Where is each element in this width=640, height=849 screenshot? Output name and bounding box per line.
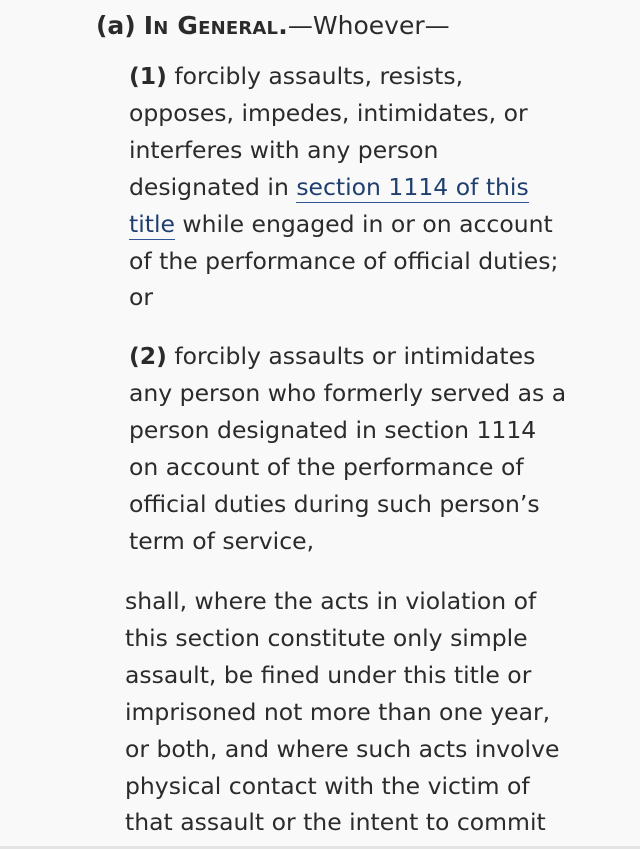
paragraph-3-line-6: physical contact with the victim of — [125, 771, 530, 800]
paragraph-2-enum: (2) — [129, 342, 167, 370]
paragraph-1-line-4: designated in section 1114 of this — [129, 172, 529, 201]
section-1114-link-continued[interactable]: title — [129, 209, 175, 238]
paragraph-2-line-4: on account of the performance of — [129, 452, 524, 481]
section-1114-link[interactable]: section 1114 of this — [296, 172, 529, 201]
paragraph-3-line-4: imprisoned not more than one year, — [125, 697, 551, 726]
paragraph-2-line-5: official duties during such person’s — [129, 489, 540, 518]
paragraph-3-line-7: that assault or the intent to commit — [125, 808, 546, 837]
paragraph-2-line-2: any person who formerly served as a — [129, 378, 567, 407]
subsection-heading — [96, 6, 450, 46]
paragraph-2 — [129, 338, 569, 559]
paragraph-3 — [125, 583, 585, 841]
subsection-enum: (a) — [96, 11, 136, 40]
paragraph-2-line-6: term of service, — [129, 526, 315, 555]
paragraph-1-line-3: interferes with any person — [129, 135, 439, 164]
paragraph-1-line-2: opposes, impedes, intimidates, or — [129, 98, 528, 127]
paragraph-3-line-3: assault, be fined under this title or — [125, 660, 532, 689]
paragraph-1-line-1: (1) forcibly assaults, resists, — [129, 62, 464, 90]
paragraph-1-line-6: of the performance of official duties; — [129, 246, 559, 275]
subsection-title: In General. — [143, 11, 288, 40]
subsection-lead-in: —Whoever— — [287, 11, 450, 40]
paragraph-3-line-5: or both, and where such acts involve — [125, 734, 560, 763]
paragraph-3-line-2: this section constitute only simple — [125, 623, 528, 652]
paragraph-1-line-5: title while engaged in or on account — [129, 209, 553, 238]
paragraph-1-line-7: or — [129, 283, 154, 312]
paragraph-3-line-1: shall, where the acts in violation of — [125, 587, 537, 615]
paragraph-1 — [129, 58, 569, 316]
paragraph-1-enum: (1) — [129, 62, 167, 90]
paragraph-2-line-1: (2) forcibly assaults or intimidates — [129, 342, 536, 370]
paragraph-2-line-3: person designated in section 1114 — [129, 415, 537, 444]
